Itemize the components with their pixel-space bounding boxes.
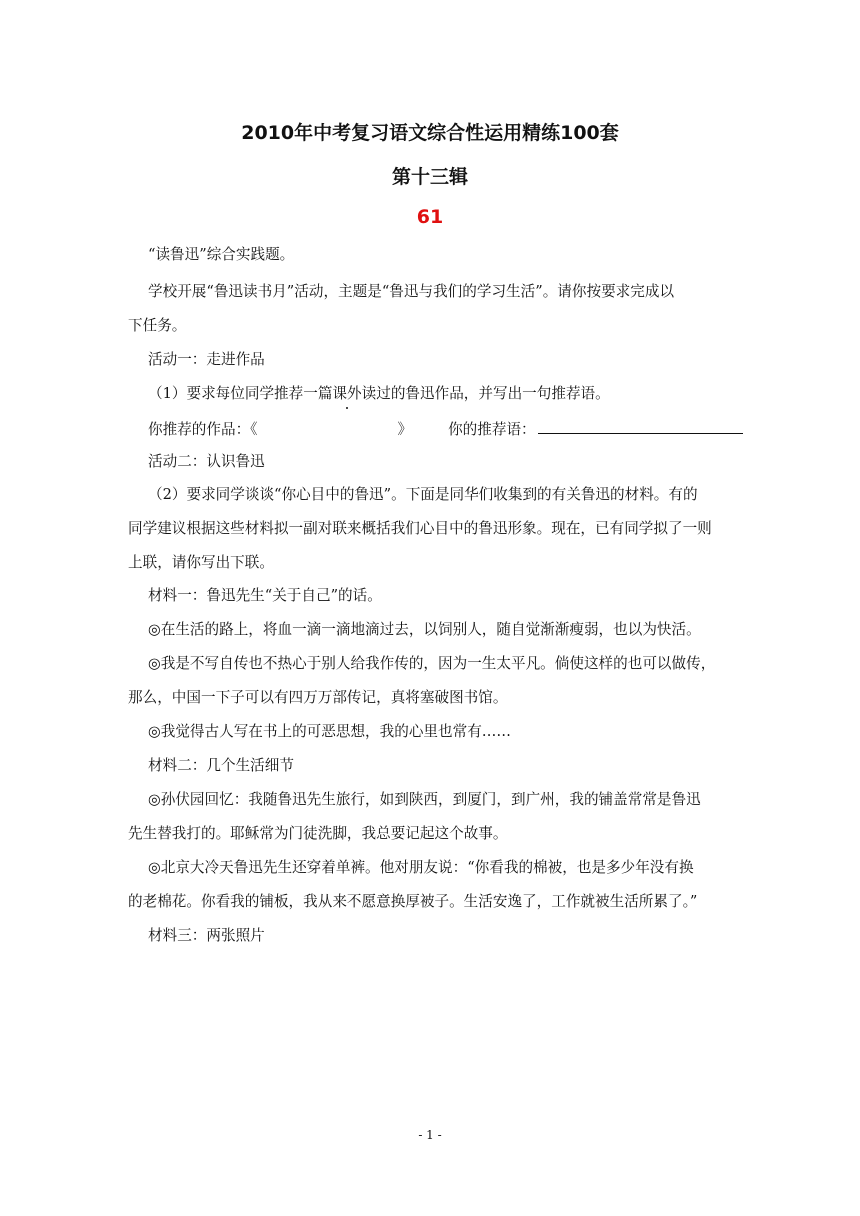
material-1-title: 材料一：鲁迅先生“关于自己”的话。 bbox=[148, 587, 382, 604]
question-1-text-before: （1）要求每位同学推荐一篇 bbox=[148, 385, 333, 402]
material-2-item-a-line-1: ◎孙伏园回忆：我随鲁迅先生旅行，如到陕西，到厦门，到广州，我的铺盖常常是鲁迅 bbox=[148, 791, 701, 808]
question-number: 61 bbox=[416, 206, 444, 228]
recommend-work-label: 你推荐的作品：《 bbox=[148, 421, 258, 438]
material-2-item-b-line-1: ◎北京大冷天鲁迅先生还穿着单裤。他对朋友说：“你看我的棉被，也是多少年没有换 bbox=[148, 859, 694, 876]
question-1-text-after: 读过的鲁迅作品，并写出一句推荐语。 bbox=[361, 385, 610, 402]
intro-line-2: 下任务。 bbox=[128, 317, 187, 334]
material-2-item-b-line-2: 的老棉花。你看我的铺板，我从来不愿意换厚被子。生活安逸了，工作就被生活所累了。” bbox=[128, 893, 698, 910]
material-3-title: 材料三：两张照片 bbox=[148, 927, 265, 944]
question-2-line-1: （2）要求同学谈谈“你心目中的鲁迅”。下面是同华们收集到的有关鲁迅的材料。有的 bbox=[148, 486, 698, 503]
emphasis-dotted-text: 课外 bbox=[332, 385, 362, 402]
material-1-item-a: ◎在生活的路上，将血一滴一滴地滴过去，以饲别人，随自觉渐渐瘦弱，也以为快活。 bbox=[148, 621, 701, 638]
document-subtitle: 第十三辑 bbox=[391, 166, 468, 188]
material-1-item-b-line-2: 那么，中国一下子可以有四万万部传记，真将塞破图书馆。 bbox=[128, 689, 508, 706]
page-number: - 1 - bbox=[418, 1128, 442, 1142]
recommendation-line bbox=[148, 418, 753, 440]
material-1-item-b-line-1: ◎我是不写自传也不热心于别人给我作传的，因为一生太平凡。倘使这样的也可以做传， bbox=[148, 655, 716, 672]
question-2-line-2: 同学建议根据这些材料拟一副对联来概括我们心目中的鲁迅形象。现在，已有同学拟了一则 bbox=[128, 520, 712, 537]
recommend-work-close: 》 bbox=[397, 421, 413, 438]
material-1-item-c: ◎我觉得古人写在书上的可恶思想，我的心里也常有…… bbox=[148, 723, 511, 740]
activity-2-heading: 活动二：认识鲁迅 bbox=[148, 453, 265, 470]
material-2-title: 材料二：几个生活细节 bbox=[148, 757, 294, 774]
topic-line: “读鲁迅”综合实践题。 bbox=[148, 246, 295, 263]
question-1 bbox=[148, 384, 753, 404]
activity-1-heading: 活动一：走进作品 bbox=[148, 351, 265, 368]
material-2-item-a-line-2: 先生替我打的。耶稣常为门徒洗脚，我总要记起这个故事。 bbox=[128, 825, 508, 842]
intro-line-1: 学校开展“鲁迅读书月”活动，主题是“鲁迅与我们的学习生活”。请你按要求完成以 bbox=[148, 283, 675, 300]
question-2-line-3: 上联，请你写出下联。 bbox=[128, 554, 274, 571]
document-title: 2010年中考复习语文综合性运用精练100套 bbox=[241, 122, 619, 144]
recommend-slogan-label: 你的推荐语： bbox=[448, 421, 536, 438]
slogan-answer-blank[interactable] bbox=[538, 418, 743, 434]
